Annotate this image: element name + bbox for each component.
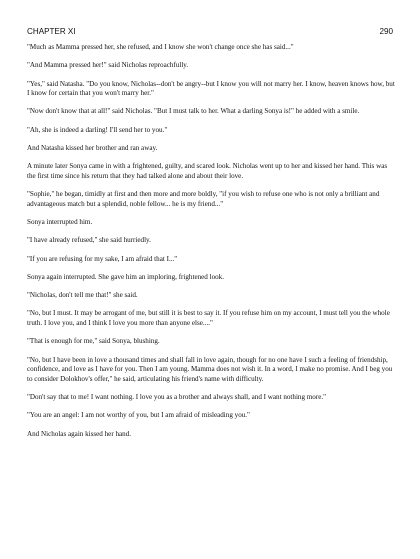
- paragraph-14: "No, but I must. It may be arrogant of me, but still it is best to say it. If you refuse him on my account, I must tell you the whole truth. I love you, and I think I love you more than anyone else....": [27, 309, 390, 328]
- page-body: [27, 43, 395, 448]
- paragraph-19: And Nicholas again kissed her hand.: [27, 429, 132, 438]
- paragraph-5: "Ah, she is indeed a darling! I'll send her to you.": [27, 125, 168, 134]
- paragraph-11: "If you are refusing for my sake, I am afraid that I...": [27, 254, 178, 263]
- paragraph-18: "You are an angel: I am not worthy of you, but I am afraid of misleading you.": [27, 411, 250, 420]
- paragraph-15: "That is enough for me," said Sonya, blushing.: [27, 337, 160, 346]
- paragraph-2: "And Mamma pressed her!" said Nicholas reproachfully.: [27, 61, 189, 70]
- page-header: [27, 26, 393, 38]
- paragraph-9: Sonya interrupted him.: [27, 218, 93, 227]
- chapter-title: CHAPTER XI: [27, 27, 76, 36]
- paragraph-13: "Nicholas, don't tell me that!" she said.: [27, 291, 138, 300]
- page-number: 290: [379, 27, 393, 36]
- paragraph-4: "Now don't know that at all!" said Nicholas. "But I must talk to her. What a darling Sonya is!" he added with a smile.: [27, 107, 360, 116]
- paragraph-8: "Sophie," he began, timidly at first and then more and more boldly, "if you wish to refuse one who is not only a brilliant and advantageous match but a splendid, noble fellow... he is my friend...": [27, 190, 380, 208]
- paragraph-3: "Yes," said Natasha. "Do you know, Nicholas--don't be angry--but I know you will not marry her. I know, heaven knows how, but I know for certain that you won't marry her.": [27, 79, 395, 98]
- paragraph-12: Sonya again interrupted. She gave him an imploring, frightened look.: [27, 272, 225, 281]
- paragraph-17: "Don't say that to me! I want nothing. I love you as a brother and always shall, and I want nothing more.": [27, 393, 327, 402]
- paragraph-10: "I have already refused," she said hurriedly.: [27, 236, 151, 245]
- paragraph-6: And Natasha kissed her brother and ran away.: [27, 144, 158, 152]
- paragraph-7: A minute later Sonya came in with a frightened, guilty, and scared look. Nicholas went up to her and kissed her hand. This was the first time since his return that they had talked alone and about their love.: [27, 162, 388, 180]
- paragraph-1: "Much as Mamma pressed her, she refused, and I know she won't change once she has said...": [27, 43, 294, 51]
- paragraph-16: "No, but I have been in love a thousand times and shall fall in love again, though for no one have I such a feeling of friendship, confidence, and love as I have for you. Then I am young. Mamma does not wish it. In a word, I make no promise. And I beg you to consider Dolokhov's offer," he said, articulating his friend's name with difficulty.: [27, 355, 393, 383]
